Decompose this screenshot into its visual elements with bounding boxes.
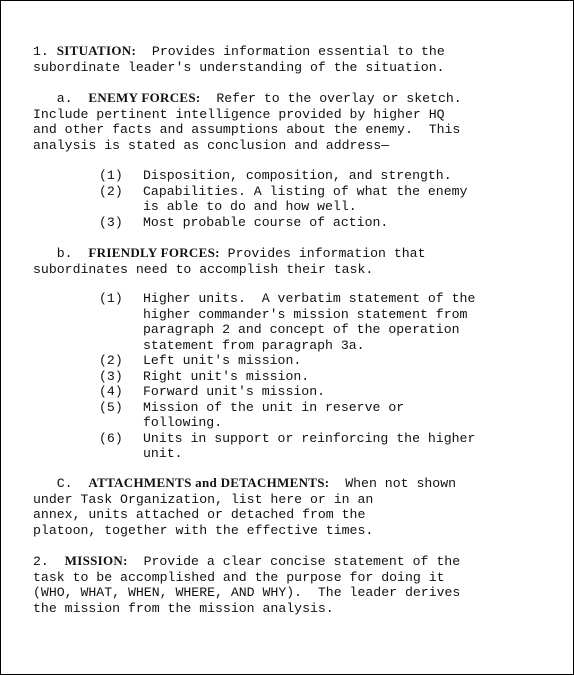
item-text: Mission of the unit in reserve or	[143, 399, 405, 415]
enemy-letter: a.	[56, 91, 73, 106]
situation-number: 1.	[33, 44, 49, 59]
enemy-text-line: and other facts and assumptions about the enemy. This	[33, 122, 461, 137]
item-number: (3)	[99, 368, 123, 384]
situation-text-line: subordinate leader's understanding of the situation.	[33, 59, 445, 75]
mission-text-line: Provide a clear concise statement of the	[143, 554, 461, 569]
list-item	[99, 184, 539, 215]
item-text: Forward unit's mission.	[143, 384, 326, 399]
item-number: (2)	[99, 353, 123, 368]
enemy-forces-heading: ENEMY FORCES:	[88, 90, 201, 105]
attachments-text-line: When not shown	[345, 476, 457, 491]
list-item	[99, 400, 539, 431]
list-item	[99, 369, 539, 385]
item-number: (2)	[99, 183, 123, 199]
item-text: Capabilities. A listing of what the enemy	[143, 183, 468, 199]
mission-number: 2.	[33, 554, 49, 569]
item-text: higher commander's mission statement from	[143, 306, 468, 322]
mission-text-line: the mission from the mission analysis.	[33, 600, 334, 616]
attachments-text-line: platoon, together with the effective times.	[33, 522, 374, 538]
enemy-text-line: analysis is stated as conclusion and address—	[33, 137, 390, 153]
situation-heading: SITUATION:	[56, 43, 137, 58]
situation-text-line: Provides information essential to the	[151, 44, 445, 59]
friendly-text-line: subordinates need to accomplish their task.	[33, 261, 374, 277]
mission-text-line: (WHO, WHAT, WHEN, WHERE, AND WHY). The leader derives	[33, 585, 461, 600]
list-item	[99, 291, 539, 353]
attachments-paragraph	[33, 475, 553, 538]
mission-paragraph	[33, 553, 553, 616]
attachments-text-line: annex, units attached or detached from the	[33, 507, 366, 522]
list-item	[99, 384, 539, 400]
item-text: Units in support or reinforcing the higher	[143, 430, 476, 446]
mission-heading: MISSION:	[64, 553, 128, 568]
list-item	[99, 168, 539, 184]
item-text: statement from paragraph 3a.	[143, 337, 365, 353]
item-text: is able to do and how well.	[143, 199, 357, 214]
friendly-forces-heading: FRIENDLY FORCES:	[88, 245, 220, 260]
friendly-letter: b.	[56, 246, 73, 261]
item-text: following.	[143, 415, 223, 430]
item-text: Most probable course of action.	[143, 214, 389, 230]
item-text: Right unit's mission.	[143, 368, 310, 384]
item-number: (4)	[99, 384, 123, 399]
item-number: (1)	[99, 291, 123, 306]
situation-paragraph	[33, 43, 553, 75]
friendly-text-line: Provides information that	[227, 246, 426, 261]
enemy-forces-paragraph	[33, 90, 553, 153]
list-item	[99, 431, 539, 462]
item-number: (1)	[99, 168, 123, 183]
attachments-text-line: under Task Organization, list here or in an	[33, 491, 374, 507]
mission-text-line: task to be accomplished and the purpose for doing it	[33, 569, 445, 585]
item-number: (5)	[99, 399, 123, 415]
list-item	[99, 353, 539, 369]
item-text: paragraph 2 and concept of the operation	[143, 322, 460, 337]
attachments-letter: C.	[56, 476, 73, 491]
attachments-heading: ATTACHMENTS and DETACHMENTS:	[88, 475, 330, 490]
item-text: Left unit's mission.	[143, 353, 302, 368]
item-text: Higher units. A verbatim statement of the	[143, 291, 476, 306]
enemy-text-line: Include pertinent intelligence provided by higher HQ	[33, 106, 445, 122]
enemy-forces-list	[99, 168, 539, 230]
item-number: (6)	[99, 430, 123, 446]
enemy-text-line: Refer to the overlay or sketch.	[216, 91, 462, 106]
item-text: Disposition, composition, and strength.	[143, 168, 452, 183]
friendly-forces-paragraph	[33, 245, 553, 277]
item-text: unit.	[143, 446, 183, 461]
item-number: (3)	[99, 214, 123, 230]
friendly-forces-list	[99, 291, 539, 462]
list-item	[99, 215, 539, 231]
